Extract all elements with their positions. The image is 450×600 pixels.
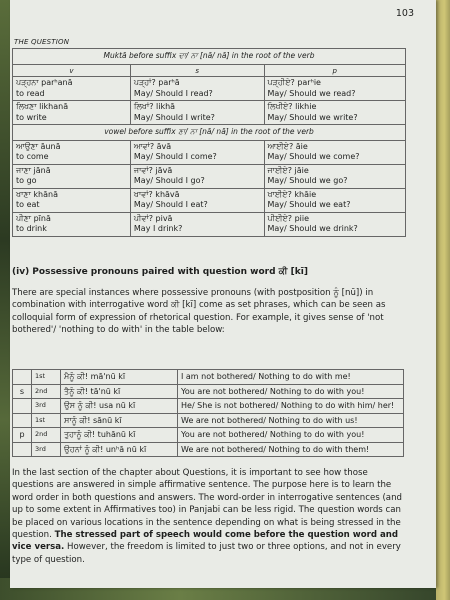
verb-gloss: to read xyxy=(16,88,45,98)
phrase-cell: ਮੈਨੂੰ ਕੀ! mā'nū kī xyxy=(61,370,178,385)
table-row xyxy=(13,370,404,385)
table-row xyxy=(13,384,404,399)
verb-cell: ਆਉਣਾ āunā xyxy=(16,141,61,151)
singular-cell: ਜਾਵਾਂ? jāvā xyxy=(133,165,173,175)
section-heading: (iv) Possessive pronouns paired with question word ਕੀ [kī] xyxy=(12,267,308,277)
table-row xyxy=(13,442,404,457)
group-cell: s xyxy=(13,384,32,399)
plural-cell: ਖਾਈਏ? khāie xyxy=(267,189,317,199)
group-cell xyxy=(13,370,32,385)
table-row xyxy=(13,77,406,101)
singular-cell: ਖਾਵਾਂ? khāvā xyxy=(133,189,180,199)
group-cell xyxy=(13,399,32,414)
plural-gloss: May/ Should we drink? xyxy=(267,224,358,233)
plural-gloss: May/ Should we read? xyxy=(267,88,356,98)
plural-cell: ਆਈਏ? āie xyxy=(267,141,308,151)
phrase-cell: ਉਹਨਾਂ ਨੂੰ ਕੀ! unʰā nū kī xyxy=(61,442,178,457)
para-plain: In the last section of the chapter about Questions, it is important to see how those questions are answered in simple affirmative sentence. The purpose here is to learn the word order in both questions and answers. The word-order in interrogative sentences (and up to some extent in Affirmatives too) in Panjabi can be less rigid. The question words can be placed on various locations in the sentence depending on what is being stressed in the question. xyxy=(12,468,402,541)
phrase-cell: ਤੁਹਾਨੂੰ ਕੀ! tuhānū kī xyxy=(61,428,178,443)
plural-gloss: May/ Should we write? xyxy=(267,112,358,122)
phrase-cell: ਉਸ ਨੂੰ ਕੀ! usa nū kī xyxy=(61,399,178,414)
verb-cell: ਪੜ੍ਹਨਾ parʰanā xyxy=(16,78,73,87)
meaning-cell: You are not bothered/ Nothing to do with you! xyxy=(178,428,404,443)
verb-gloss: to come xyxy=(16,152,49,161)
table-row xyxy=(13,399,404,414)
paragraph-intro: There are special instances where possessive pronouns (with postposition ਨੂੰ [nū]) in combination with interrogative word ਕੀ [kī] come as set phrases, which can be seen as colloquial form of expression of rhetorical question. For example, it gives sense of 'not bothered'/ 'nothing to do with' in the table below: xyxy=(12,288,386,336)
plural-cell: ਪੜ੍ਹੀਏ? parʰie xyxy=(267,78,321,87)
plural-gloss: May/ Should we eat? xyxy=(267,200,351,209)
singular-cell: ਲਿਖਾਂ? likhā xyxy=(133,102,176,111)
para-rest: However, the freedom is limited to just two or three options, and not in every type of question. xyxy=(12,542,401,565)
plural-gloss: May/ Should we come? xyxy=(267,152,360,161)
plural-cell: ਪੀਈਏ? piie xyxy=(267,213,310,223)
table-row xyxy=(13,164,406,188)
verb-cell: ਖਾਣਾ khānā xyxy=(16,189,58,199)
plural-gloss: May/ Should we go? xyxy=(267,176,348,185)
verb-gloss: to go xyxy=(16,176,37,185)
verb-cell: ਪੀਣਾ pīnā xyxy=(16,213,51,223)
singular-gloss: May/ Should I write? xyxy=(133,112,215,122)
plural-cell: ਲਿਖੀਏ? likhie xyxy=(267,102,317,111)
meaning-cell: We are not bothered/ Nothing to do with them! xyxy=(178,442,404,457)
table-row xyxy=(13,413,404,428)
meaning-cell: He/ She is not bothered/ Nothing to do with him/ her! xyxy=(178,399,404,414)
book-edge xyxy=(436,0,450,600)
verb-gloss: to write xyxy=(16,112,47,122)
phrase-cell: ਸਾਨੂੰ ਕੀ! sānū kī xyxy=(61,413,178,428)
section2-title: vowel before suffix ਣਾ/ ਨਾ [nā/ nā] in the root of the verb xyxy=(13,125,406,141)
book-page xyxy=(10,0,436,588)
table-row xyxy=(13,428,404,443)
col-header-v: v xyxy=(13,64,131,77)
person-cell: 3rd xyxy=(32,399,61,414)
verb-table xyxy=(12,48,406,237)
group-cell xyxy=(13,413,32,428)
paragraph-word-order xyxy=(12,467,410,566)
group-cell: p xyxy=(13,428,32,443)
verb-gloss: to drink xyxy=(16,224,47,233)
meaning-cell: We are not bothered/ Nothing to do with us! xyxy=(178,413,404,428)
person-cell: 3rd xyxy=(32,442,61,457)
verb-cell: ਜਾਣਾ jānā xyxy=(16,165,51,175)
group-cell xyxy=(13,442,32,457)
verb-gloss: to eat xyxy=(16,200,40,209)
running-header: THE QUESTION xyxy=(14,38,70,46)
person-cell: 1st xyxy=(32,370,61,385)
person-cell: 2nd xyxy=(32,428,61,443)
singular-cell: ਪੜ੍ਹਾਂ? parʰā xyxy=(133,78,180,87)
col-header-s: s xyxy=(130,64,264,77)
verb-cell: ਲਿਖਣਾ likhanā xyxy=(16,102,69,111)
table-row xyxy=(13,140,406,164)
page-number: 103 xyxy=(395,8,414,19)
possessive-table xyxy=(12,369,404,457)
section1-title: Muktā before suffix ਦਾ/ ਨਾ [nā/ nā] in the root of the verb xyxy=(13,49,406,65)
person-cell: 1st xyxy=(32,413,61,428)
table-row xyxy=(13,188,406,212)
table-row xyxy=(13,212,406,236)
singular-gloss: May/ Should I eat? xyxy=(133,200,208,209)
meaning-cell: You are not bothered/ Nothing to do with you! xyxy=(178,384,404,399)
singular-cell: ਪੀਵਾਂ? pivā xyxy=(133,213,173,223)
col-header-p: p xyxy=(264,64,406,77)
singular-cell: ਆਵਾਂ? āvā xyxy=(133,141,172,151)
para-bold: The stressed part of speech would come before the question word and vice versa. xyxy=(12,530,399,553)
table-row xyxy=(13,101,406,125)
singular-gloss: May/ Should I come? xyxy=(133,152,217,161)
singular-gloss: May I drink? xyxy=(133,224,183,233)
person-cell: 2nd xyxy=(32,384,61,399)
singular-gloss: May/ Should I go? xyxy=(133,176,205,185)
phrase-cell: ਤੈਨੂੰ ਕੀ! tā'nū kī xyxy=(61,384,178,399)
singular-gloss: May/ Should I read? xyxy=(133,88,213,98)
meaning-cell: I am not bothered/ Nothing to do with me! xyxy=(178,370,404,385)
plural-cell: ਜਾਈਏ? jāie xyxy=(267,165,309,175)
